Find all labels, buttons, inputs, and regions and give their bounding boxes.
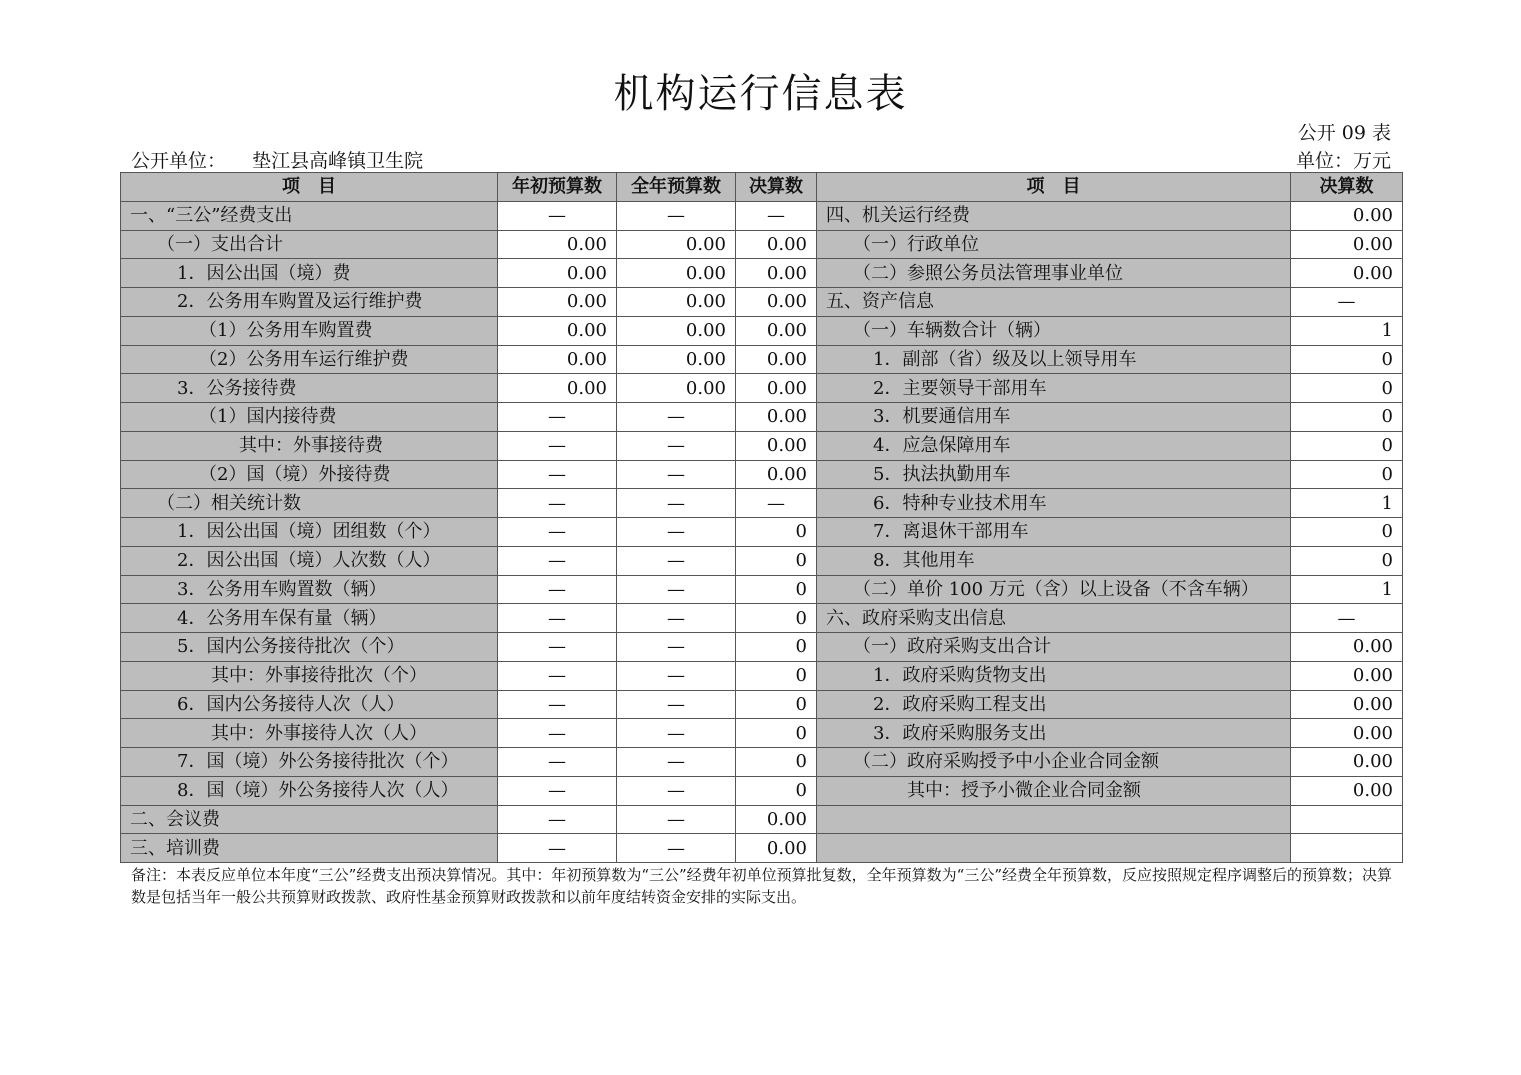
initial-budget-value: —: [498, 633, 617, 662]
final-value-right: 0.00: [1291, 776, 1403, 805]
final-value-left: —: [736, 201, 817, 230]
initial-budget-value: —: [498, 518, 617, 547]
final-value-right: —: [1291, 604, 1403, 633]
annual-budget-value: —: [617, 661, 736, 690]
final-value-right: 0.00: [1291, 661, 1403, 690]
header-item-right: 项 目: [817, 173, 1291, 202]
item-name-left: （2）国（境）外接待费: [121, 460, 498, 489]
item-name-left: 6．国内公务接待人次（人）: [121, 690, 498, 719]
initial-budget-value: —: [498, 719, 617, 748]
item-name-left: 2．公务用车购置及运行维护费: [121, 288, 498, 317]
item-name-right: 2．主要领导干部用车: [817, 374, 1291, 403]
item-name-left: 1．因公出国（境）团组数（个）: [121, 518, 498, 547]
table-row: [121, 748, 1403, 777]
annual-budget-value: —: [617, 460, 736, 489]
unit-info-row: [131, 146, 1391, 172]
final-value-right: —: [1291, 288, 1403, 317]
table-row: [121, 805, 1403, 834]
form-number: 公开 09 表: [1297, 122, 1391, 144]
item-name-left: （一）支出合计: [121, 230, 498, 259]
final-value-right: 0: [1291, 403, 1403, 432]
header-final-left: 决算数: [736, 173, 817, 202]
initial-budget-value: —: [498, 805, 617, 834]
header-item-left: 项 目: [121, 173, 498, 202]
final-value-right: 0.00: [1291, 633, 1403, 662]
table-row: [121, 690, 1403, 719]
final-value-right: 0.00: [1291, 748, 1403, 777]
item-name-right: 六、政府采购支出信息: [817, 604, 1291, 633]
final-value-right: 0: [1291, 546, 1403, 575]
final-value-left: 0.00: [736, 834, 817, 863]
item-name-right: （二）参照公务员法管理事业单位: [817, 259, 1291, 288]
item-name-right: 1．副部（省）级及以上领导用车: [817, 345, 1291, 374]
table-row: [121, 489, 1403, 518]
item-name-left: （1）国内接待费: [121, 403, 498, 432]
item-name-left: 其中：外事接待批次（个）: [121, 661, 498, 690]
annual-budget-value: —: [617, 690, 736, 719]
item-name-left: 7．国（境）外公务接待批次（个）: [121, 748, 498, 777]
unit-label: 公开单位：: [131, 150, 227, 172]
item-name-right: 7．离退休干部用车: [817, 518, 1291, 547]
item-name-left: 2．因公出国（境）人次数（人）: [121, 546, 498, 575]
item-name-right: 4．应急保障用车: [817, 431, 1291, 460]
table-row: [121, 834, 1403, 863]
footnote: 备注：本表反应单位本年度“三公”经费支出预决算情况。其中：年初预算数为“三公”经费年初单位预算批复数，全年预算数为“三公”经费全年预算数，反应按照规定程序调整后的预算数；决算数是包括当年一般公共预算财政拨款、政府性基金预算财政拨款和以前年度结转资金安排的实际支出。: [131, 866, 1393, 906]
final-value-left: 0.00: [736, 230, 817, 259]
final-value-left: 0: [736, 719, 817, 748]
table-row: [121, 403, 1403, 432]
initial-budget-value: —: [498, 403, 617, 432]
item-name-left: 3．公务用车购置数（辆）: [121, 575, 498, 604]
final-value-left: 0.00: [736, 374, 817, 403]
final-value-right: 0.00: [1291, 690, 1403, 719]
initial-budget-value: —: [498, 748, 617, 777]
annual-budget-value: —: [617, 403, 736, 432]
initial-budget-value: —: [498, 604, 617, 633]
item-name-left: （二）相关统计数: [121, 489, 498, 518]
item-name-left: 5．国内公务接待批次（个）: [121, 633, 498, 662]
table-row: [121, 604, 1403, 633]
initial-budget-value: 0.00: [498, 230, 617, 259]
final-value-right: [1291, 805, 1403, 834]
table-row: [121, 460, 1403, 489]
initial-budget-value: 0.00: [498, 345, 617, 374]
item-name-left: （2）公务用车运行维护费: [121, 345, 498, 374]
table-row: [121, 230, 1403, 259]
initial-budget-value: 0.00: [498, 288, 617, 317]
item-name-left: 一、“三公”经费支出: [121, 201, 498, 230]
final-value-right: 1: [1291, 316, 1403, 345]
annual-budget-value: 0.00: [617, 374, 736, 403]
header-final-right: 决算数: [1291, 173, 1403, 202]
table-row: [121, 345, 1403, 374]
item-name-right: 3．机要通信用车: [817, 403, 1291, 432]
unit-info: [131, 146, 423, 173]
final-value-right: 0.00: [1291, 201, 1403, 230]
annual-budget-value: —: [617, 546, 736, 575]
final-value-left: 0: [736, 575, 817, 604]
item-name-left: 其中：外事接待人次（人）: [121, 719, 498, 748]
annual-budget-value: 0.00: [617, 316, 736, 345]
table-row: [121, 316, 1403, 345]
table-header-row: [121, 173, 1403, 202]
annual-budget-value: —: [617, 489, 736, 518]
initial-budget-value: —: [498, 690, 617, 719]
final-value-left: 0.00: [736, 288, 817, 317]
table-row: [121, 288, 1403, 317]
annual-budget-value: —: [617, 834, 736, 863]
table-row: [121, 546, 1403, 575]
annual-budget-value: 0.00: [617, 345, 736, 374]
final-value-right: 0: [1291, 460, 1403, 489]
item-name-left: （1）公务用车购置费: [121, 316, 498, 345]
final-value-right: 0: [1291, 345, 1403, 374]
operation-info-table: [120, 172, 1403, 863]
final-value-right: 1: [1291, 489, 1403, 518]
final-value-right: 0: [1291, 518, 1403, 547]
annual-budget-value: 0.00: [617, 288, 736, 317]
initial-budget-value: 0.00: [498, 259, 617, 288]
final-value-right: [1291, 834, 1403, 863]
final-value-left: 0.00: [736, 460, 817, 489]
initial-budget-value: —: [498, 776, 617, 805]
final-value-left: 0.00: [736, 345, 817, 374]
annual-budget-value: —: [617, 633, 736, 662]
final-value-left: —: [736, 489, 817, 518]
annual-budget-value: —: [617, 431, 736, 460]
initial-budget-value: —: [498, 661, 617, 690]
item-name-right: 四、机关运行经费: [817, 201, 1291, 230]
table-row: [121, 374, 1403, 403]
table-row: [121, 431, 1403, 460]
annual-budget-value: —: [617, 201, 736, 230]
item-name-left: 其中：外事接待费: [121, 431, 498, 460]
table-row: [121, 776, 1403, 805]
annual-budget-value: —: [617, 748, 736, 777]
initial-budget-value: —: [498, 575, 617, 604]
initial-budget-value: 0.00: [498, 374, 617, 403]
final-value-left: 0.00: [736, 403, 817, 432]
item-name-left: 二、会议费: [121, 805, 498, 834]
item-name-right: 8．其他用车: [817, 546, 1291, 575]
item-name-right: （二）单价 100 万元（含）以上设备（不含车辆）: [817, 575, 1291, 604]
final-value-left: 0: [736, 633, 817, 662]
annual-budget-value: 0.00: [617, 230, 736, 259]
initial-budget-value: —: [498, 546, 617, 575]
item-name-right: （一）车辆数合计（辆）: [817, 316, 1291, 345]
unit-name: 垫江县高峰镇卫生院: [252, 150, 424, 172]
table-row: [121, 661, 1403, 690]
table-row: [121, 518, 1403, 547]
item-name-left: 4．公务用车保有量（辆）: [121, 604, 498, 633]
final-value-left: 0: [736, 690, 817, 719]
item-name-right: 五、资产信息: [817, 288, 1291, 317]
item-name-right: [817, 805, 1291, 834]
final-value-left: 0.00: [736, 316, 817, 345]
initial-budget-value: —: [498, 431, 617, 460]
item-name-left: 1．因公出国（境）费: [121, 259, 498, 288]
table-row: [121, 633, 1403, 662]
item-name-left: 三、培训费: [121, 834, 498, 863]
item-name-right: 2．政府采购工程支出: [817, 690, 1291, 719]
final-value-left: 0: [736, 546, 817, 575]
item-name-right: 其中：授予小微企业合同金额: [817, 776, 1291, 805]
item-name-right: [817, 834, 1291, 863]
final-value-left: 0: [736, 518, 817, 547]
final-value-right: 1: [1291, 575, 1403, 604]
annual-budget-value: —: [617, 776, 736, 805]
item-name-left: 3．公务接待费: [121, 374, 498, 403]
initial-budget-value: —: [498, 489, 617, 518]
final-value-left: 0: [736, 748, 817, 777]
final-value-right: 0: [1291, 374, 1403, 403]
item-name-right: 5．执法执勤用车: [817, 460, 1291, 489]
final-value-left: 0: [736, 661, 817, 690]
header-initial-budget: 年初预算数: [498, 173, 617, 202]
final-value-right: 0.00: [1291, 230, 1403, 259]
final-value-right: 0.00: [1291, 259, 1403, 288]
item-name-right: 6．特种专业技术用车: [817, 489, 1291, 518]
final-value-left: 0.00: [736, 431, 817, 460]
final-value-right: 0: [1291, 431, 1403, 460]
item-name-right: 3．政府采购服务支出: [817, 719, 1291, 748]
initial-budget-value: 0.00: [498, 316, 617, 345]
item-name-right: （一）行政单位: [817, 230, 1291, 259]
table-row: [121, 575, 1403, 604]
final-value-left: 0: [736, 604, 817, 633]
item-name-right: 1．政府采购货物支出: [817, 661, 1291, 690]
annual-budget-value: —: [617, 604, 736, 633]
table-row: [121, 719, 1403, 748]
final-value-left: 0.00: [736, 805, 817, 834]
final-value-left: 0.00: [736, 259, 817, 288]
item-name-right: （一）政府采购支出合计: [817, 633, 1291, 662]
initial-budget-value: —: [498, 834, 617, 863]
initial-budget-value: —: [498, 460, 617, 489]
table-row: [121, 201, 1403, 230]
annual-budget-value: —: [617, 518, 736, 547]
item-name-left: 8．国（境）外公务接待人次（人）: [121, 776, 498, 805]
page-title: 机构运行信息表: [613, 71, 908, 117]
table-row: [121, 259, 1403, 288]
final-value-left: 0: [736, 776, 817, 805]
initial-budget-value: —: [498, 201, 617, 230]
annual-budget-value: —: [617, 805, 736, 834]
item-name-right: （二）政府采购授予中小企业合同金额: [817, 748, 1291, 777]
annual-budget-value: —: [617, 719, 736, 748]
annual-budget-value: 0.00: [617, 259, 736, 288]
final-value-right: 0.00: [1291, 719, 1403, 748]
currency-unit: 单位：万元: [1295, 150, 1391, 172]
annual-budget-value: —: [617, 575, 736, 604]
header-annual-budget: 全年预算数: [617, 173, 736, 202]
